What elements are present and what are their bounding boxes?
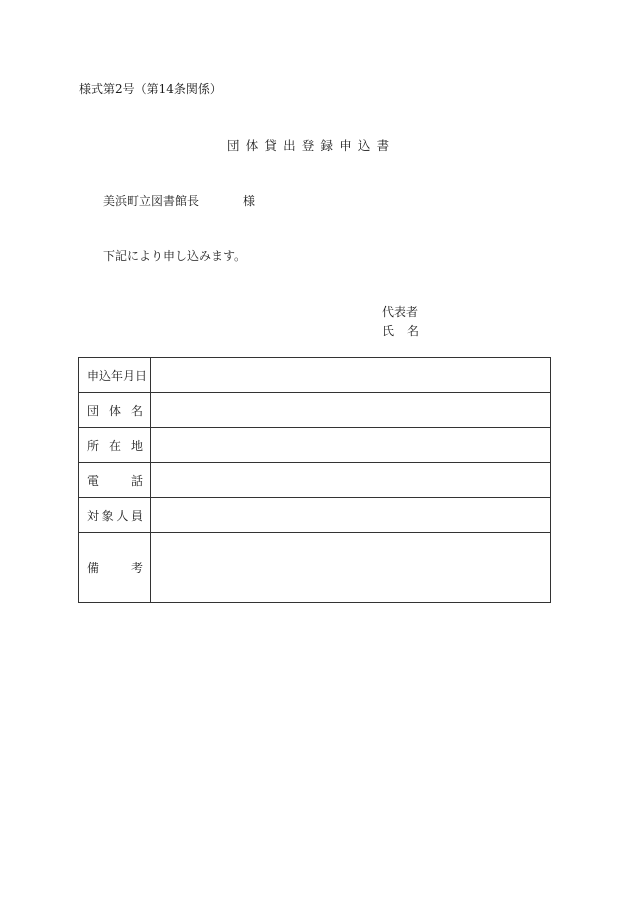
label-char: 名 (130, 403, 143, 418)
label-char: 員 (130, 508, 143, 523)
target-count-field[interactable] (151, 498, 551, 533)
label-char: 在 (108, 438, 121, 453)
address-field[interactable] (151, 428, 551, 463)
row-label-target-count (79, 498, 151, 533)
form-number: 様式第2号（第14条関係） (79, 82, 222, 96)
label-char: 対 (87, 508, 100, 523)
row-label-text (87, 437, 143, 454)
addressee-honorific: 様 (243, 194, 256, 208)
label-char: 体 (108, 403, 121, 418)
application-date-field[interactable] (151, 358, 551, 393)
row-label-phone (79, 463, 151, 498)
row-label-text (87, 559, 143, 576)
group-name-field[interactable] (151, 393, 551, 428)
phone-field[interactable] (151, 463, 551, 498)
label-char: 地 (130, 438, 143, 453)
table-row (79, 358, 551, 393)
table-row (79, 498, 551, 533)
document-title: 団体貸出登録申込書 (227, 138, 396, 153)
row-label-text (87, 507, 143, 524)
row-label-address (79, 428, 151, 463)
label-char: 象 (101, 508, 114, 523)
representative-label: 代表者 (382, 305, 419, 319)
label-char: 考 (130, 561, 143, 575)
label-char: 団 (87, 403, 100, 418)
registration-table (78, 357, 551, 603)
addressee-name: 美浜町立図書館長 (103, 194, 200, 208)
row-label-text (87, 402, 143, 419)
row-label-text: 申込年月日 (87, 368, 148, 383)
table-row (79, 428, 551, 463)
label-char: 話 (130, 473, 143, 488)
label-char: 人 (116, 508, 129, 523)
row-label-remarks (79, 533, 151, 603)
label-char: 備 (87, 561, 100, 575)
table-row (79, 393, 551, 428)
name-label: 氏名 (382, 324, 433, 338)
row-label-application-date (79, 358, 151, 393)
intro-text: 下記により申し込みます。 (103, 249, 247, 263)
label-char: 電 (87, 473, 100, 488)
table-row (79, 533, 551, 603)
table-row (79, 463, 551, 498)
row-label-text (87, 472, 143, 489)
remarks-field[interactable] (151, 533, 551, 603)
label-char: 所 (87, 438, 100, 453)
row-label-group-name (79, 393, 151, 428)
